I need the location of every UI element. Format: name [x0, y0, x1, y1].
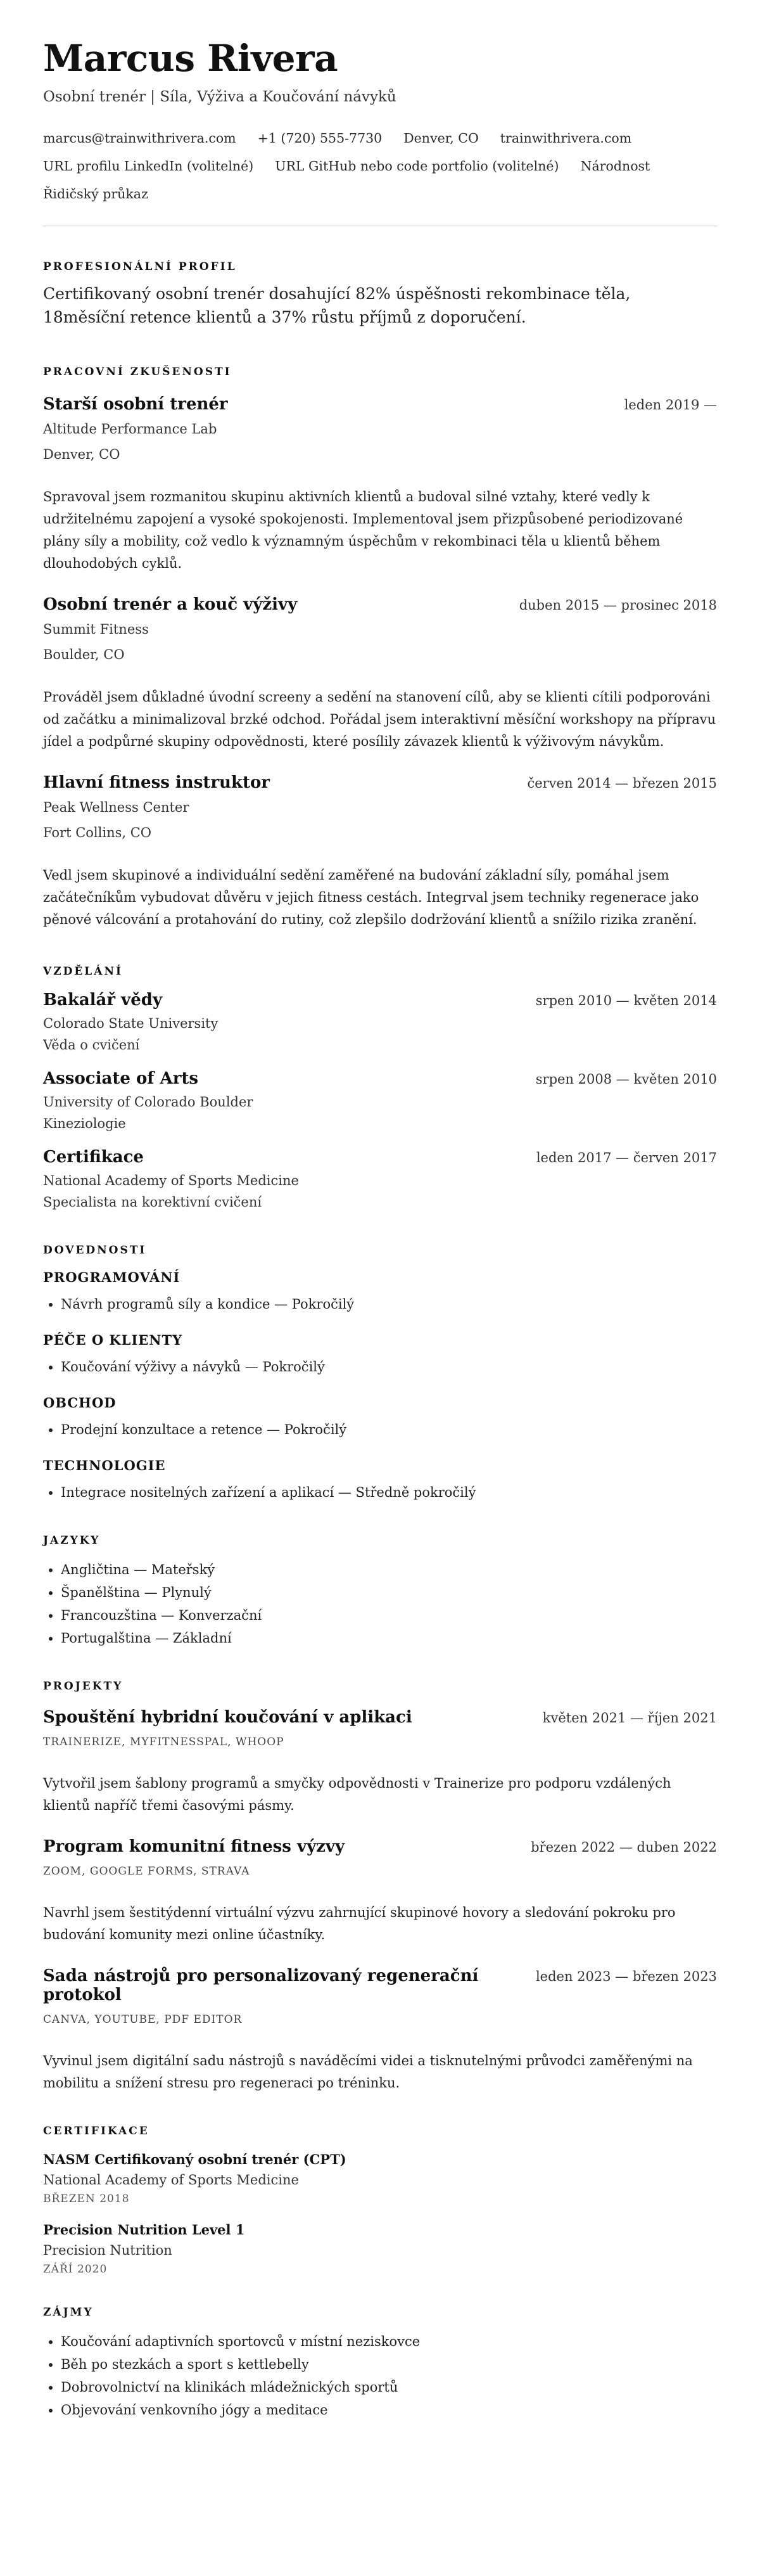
contact-drivers-license: Řidičský průkaz [43, 186, 148, 202]
education-dates: srpen 2010 — květen 2014 [535, 993, 717, 1008]
experience-heading: PRACOVNÍ ZKUŠENOSTI [43, 366, 232, 378]
field-of-study: Kineziologie [43, 1116, 126, 1131]
skill-category: PÉČE O KLIENTY [43, 1332, 183, 1348]
project-tech: ZOOM, GOOGLE FORMS, STRAVA [43, 1865, 250, 1878]
project-description: Vytvořil jsem šablony programů a smyčky odpovědnosti v Trainerize pro podporu vzdálených klientů napříč třemi časovými pásmy. [43, 1776, 671, 1813]
job-dates: duben 2015 — prosinec 2018 [519, 598, 717, 613]
job-title: Hlavní fitness instruktor [43, 773, 270, 792]
contact-linkedin[interactable]: URL profilu LinkedIn (volitelné) [43, 158, 254, 174]
job-location: Fort Collins, CO [43, 825, 152, 840]
job-dates: červen 2014 — březen 2015 [527, 776, 717, 791]
degree-title: Bakalář vědy [43, 990, 163, 1009]
education-dates: leden 2017 — červen 2017 [536, 1150, 717, 1165]
language-item: • Francouzština — Konverzační [61, 1604, 717, 1627]
certification-date: BŘEZEN 2018 [43, 2193, 130, 2205]
education-entry [43, 990, 717, 1053]
contact-nationality: Národnost [580, 158, 650, 174]
skill-item: • Prodejní konzultace a retence — Pokročilý [61, 1418, 717, 1441]
job-description: Prováděl jsem důkladné úvodní screeny a sedění na stanovení cílů, aby se klienti cítili podporováni od začátku a minimalizoval brzké odchod. Pořádal jsem interaktivní měsíční workshopy na přípravu jídel a podpůrné skupiny odpovědnosti, které posílily závazek klientů k výživovým návykům. [43, 689, 716, 749]
profile-summary: Certifikovaný osobní trenér dosahující 82% úspěšnosti rekombinace těla, 18měsíční retence klientů a 37% růstu příjmů z doporučení. [43, 285, 631, 326]
certifications-heading: CERTIFIKACE [43, 2125, 149, 2137]
project-title: Sada nástrojů pro personalizovaný regenerační protokol [43, 1966, 479, 2004]
interest-item: • Koučování adaptivních sportovců v místní neziskovce [61, 2330, 717, 2353]
education-heading: VZDĚLÁNÍ [43, 965, 123, 978]
certification-title: NASM Certifikovaný osobní trenér (CPT) [43, 2151, 346, 2167]
education-entry [43, 1148, 717, 1210]
language-item: • Portugalština — Základní [61, 1627, 717, 1650]
degree-title: Associate of Arts [43, 1069, 199, 1088]
contact-list [43, 131, 717, 202]
language-list [43, 1558, 717, 1650]
project-dates: leden 2023 — březen 2023 [535, 1969, 717, 1984]
contact-website[interactable]: trainwithrivera.com [500, 131, 632, 146]
school-name: University of Colorado Boulder [43, 1094, 253, 1110]
project-tech: CANVA, YOUTUBE, PDF EDITOR [43, 2013, 243, 2026]
interest-item: • Běh po stezkách a sport s kettlebelly [61, 2353, 717, 2376]
skill-item: • Integrace nositelných zařízení a aplikací — Středně pokročilý [61, 1481, 717, 1504]
project-title: Spouštění hybridní koučování v aplikaci [43, 1708, 412, 1727]
skill-list [43, 1418, 717, 1441]
skill-list [43, 1293, 717, 1316]
project-title: Program komunitní fitness výzvy [43, 1837, 345, 1856]
skill-group [43, 1458, 717, 1504]
job-company: Altitude Performance Lab [43, 421, 217, 437]
contact-email[interactable]: marcus@trainwithrivera.com [43, 131, 236, 146]
languages-heading: JAZYKY [43, 1534, 101, 1547]
certification-entry [43, 2222, 717, 2276]
job-description: Spravoval jsem rozmanitou skupinu aktivních klientů a budoval silné vztahy, které vedly k udržitelnému zapojení a vysoké spokojenosti. Implementoval jsem přizpůsobené periodizované plány síly a mobility, což vedlo k významným úspěchům v rekombinaci těla u klientů během dlouhodobých cyklů. [43, 489, 683, 571]
certification-entry [43, 2151, 717, 2205]
contact-github[interactable]: URL GitHub nebo code portfolio (volitelné) [275, 158, 559, 174]
school-name: National Academy of Sports Medicine [43, 1173, 299, 1188]
job-description: Vedl jsem skupinové a individuální sedění zaměřené na budování základní síly, pomáhal jsem začátečníkům vybudovat důvěru v jejich fitness cestách. Integrval jsem techniky regenerace jako pěnové válcování a protahování do rutiny, což zlepšilo dodržování klientů a snížilo rizika zranění. [43, 868, 699, 927]
experience-entry [43, 773, 717, 931]
job-title: Starší osobní trenér [43, 395, 228, 414]
skill-category: OBCHOD [43, 1395, 117, 1411]
interest-item: • Dobrovolnictví na klinikách mládežnických sportů [61, 2376, 717, 2399]
skill-item: • Koučování výživy a návyků — Pokročilý [61, 1355, 717, 1378]
skill-group [43, 1395, 717, 1441]
project-dates: květen 2021 — říjen 2021 [542, 1710, 717, 1726]
project-tech: TRAINERIZE, MYFITNESSPAL, WHOOP [43, 1736, 284, 1748]
project-entry [43, 1708, 717, 1817]
project-entry [43, 1966, 717, 2094]
interest-item: • Objevování venkovního jógy a meditace [61, 2399, 717, 2421]
skills-heading: DOVEDNOSTI [43, 1244, 147, 1257]
projects-heading: PROJEKTY [43, 1680, 124, 1693]
job-company: Peak Wellness Center [43, 800, 189, 815]
candidate-name: Marcus Rivera [43, 37, 338, 80]
language-item: • Španělština — Plynulý [61, 1581, 717, 1604]
job-location: Boulder, CO [43, 647, 125, 662]
project-description: Navrhl jsem šestitýdenní virtuální výzvu zahrnující skupinové hovory a sledování pokroku pro budování komunity mezi online účastníky. [43, 1905, 676, 1942]
skill-item: • Návrh programů síly a kondice — Pokročilý [61, 1293, 717, 1316]
certification-date: ZÁŘÍ 2020 [43, 2263, 108, 2276]
skill-category: TECHNOLOGIE [43, 1458, 166, 1473]
project-entry [43, 1837, 717, 1946]
skill-category: PROGRAMOVÁNÍ [43, 1269, 180, 1285]
skill-list [43, 1481, 717, 1504]
job-title: Osobní trenér a kouč výživy [43, 595, 298, 614]
contact-location: Denver, CO [403, 131, 479, 146]
project-dates: březen 2022 — duben 2022 [531, 1840, 717, 1855]
job-dates: leden 2019 — [624, 397, 717, 413]
education-entry [43, 1069, 717, 1131]
experience-entry [43, 395, 717, 575]
field-of-study: Věda o cvičení [43, 1037, 140, 1053]
skill-group [43, 1332, 717, 1378]
job-location: Denver, CO [43, 447, 120, 462]
school-name: Colorado State University [43, 1016, 218, 1031]
certification-issuer: National Academy of Sports Medicine [43, 2172, 299, 2188]
job-company: Summit Fitness [43, 622, 149, 637]
project-description: Vyvinul jsem digitální sadu nástrojů s naváděcími videi a tisknutelnými průvodci zaměřenými na mobilitu a snížení stresu pro regeneraci po tréninku. [43, 2053, 693, 2091]
profile-heading: PROFESIONÁLNÍ PROFIL [43, 260, 237, 273]
language-item: • Angličtina — Mateřský [61, 1558, 717, 1581]
interest-list [43, 2330, 717, 2421]
skill-list [43, 1355, 717, 1378]
field-of-study: Specialista na korektivní cvičení [43, 1195, 262, 1210]
experience-entry [43, 595, 717, 753]
certification-issuer: Precision Nutrition [43, 2243, 172, 2258]
interests-heading: ZÁJMY [43, 2306, 94, 2319]
skill-group [43, 1269, 717, 1316]
degree-title: Certifikace [43, 1148, 144, 1167]
certification-title: Precision Nutrition Level 1 [43, 2222, 245, 2238]
education-dates: srpen 2008 — květen 2010 [535, 1072, 717, 1087]
candidate-headline: Osobní trenér | Síla, Výživa a Koučování návyků [43, 89, 396, 105]
contact-phone[interactable]: +1 (720) 555-7730 [257, 131, 383, 146]
